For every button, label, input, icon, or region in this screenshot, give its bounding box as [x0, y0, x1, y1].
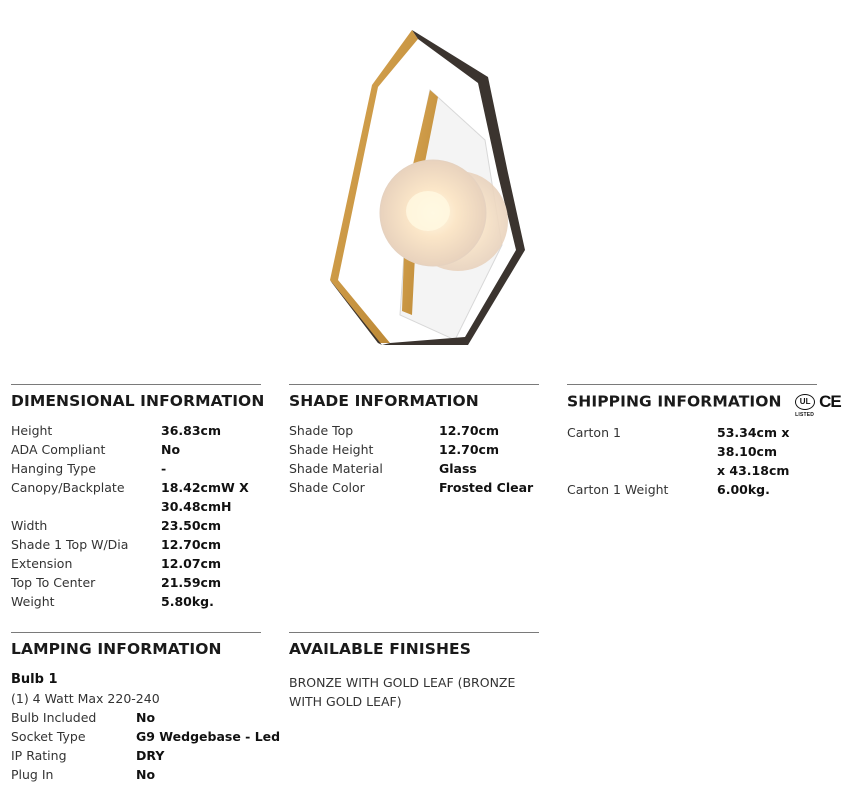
spec-row — [11, 727, 280, 746]
shipping-title — [567, 392, 849, 418]
spec-row — [11, 478, 264, 516]
spec-label: Shade Material — [289, 461, 383, 476]
spec-label: Shade Height — [289, 442, 374, 457]
spec-value-line: Frosted Clear — [439, 480, 534, 495]
spec-row — [567, 423, 849, 480]
spec-value-line: 12.70cm — [439, 423, 499, 438]
spec-label: Top To Center — [11, 575, 96, 590]
spec-value — [717, 423, 849, 480]
dimensional-section — [11, 384, 264, 611]
spec-row — [289, 440, 539, 459]
section-divider — [567, 384, 817, 385]
spec-value-line: 53.34cm x 38.10cm — [717, 425, 790, 459]
spec-value — [136, 746, 164, 765]
spec-row — [11, 554, 264, 573]
spec-label: Shade Top — [289, 423, 354, 438]
spec-value — [161, 440, 180, 459]
spec-row — [11, 765, 280, 784]
spec-label: Extension — [11, 556, 73, 571]
spec-label: IP Rating — [11, 748, 67, 763]
spec-value — [161, 592, 214, 611]
spec-value-line: No — [136, 767, 156, 782]
spec-value-line: 18.42cmW X — [161, 480, 249, 495]
bulb-description: (1) 4 Watt Max 220-240 — [11, 691, 160, 706]
spec-value-line: - — [161, 461, 167, 476]
spec-row — [11, 592, 264, 611]
spec-row — [567, 480, 849, 499]
spec-label: Width — [11, 518, 48, 533]
spec-row — [11, 708, 280, 727]
spec-row — [11, 746, 280, 765]
spec-value — [161, 478, 249, 516]
shipping-section — [567, 384, 849, 499]
spec-row — [289, 459, 539, 478]
spec-value-line: 12.07cm — [161, 556, 221, 571]
spec-label: Height — [11, 423, 53, 438]
certification-marks — [795, 392, 841, 418]
ul-listed-icon — [795, 394, 815, 418]
spec-value — [439, 478, 533, 497]
spec-row — [11, 421, 264, 440]
spec-value-line: 30.48cmH — [161, 499, 232, 514]
spec-row — [289, 421, 539, 440]
ce-mark-icon: CE — [819, 392, 841, 411]
product-image — [320, 25, 540, 355]
spec-value-line: DRY — [136, 748, 165, 763]
spec-value — [161, 421, 221, 440]
spec-label: Carton 1 — [567, 425, 621, 440]
spec-label: ADA Compliant — [11, 442, 106, 457]
dimensional-title: DIMENSIONAL INFORMATION — [11, 392, 265, 410]
spec-value — [136, 727, 280, 746]
spec-value-line: 21.59cm — [161, 575, 221, 590]
shipping-title-text: SHIPPING INFORMATION — [567, 392, 782, 411]
spec-label: Weight — [11, 594, 55, 609]
spec-value — [161, 459, 166, 478]
spec-label: Socket Type — [11, 729, 86, 744]
spec-value — [161, 573, 221, 592]
spec-row — [11, 535, 264, 554]
ul-text: UL — [799, 397, 811, 406]
spec-label: Plug In — [11, 767, 54, 782]
spec-label: Bulb Included — [11, 710, 97, 725]
spec-value-line: x 43.18cm — [717, 463, 790, 478]
spec-value — [439, 421, 499, 440]
spec-value-line: 12.70cm — [439, 442, 499, 457]
spec-row — [11, 440, 264, 459]
spec-value-line: 12.70cm — [161, 537, 221, 552]
spec-value — [136, 708, 155, 727]
spec-value-line: No — [136, 710, 156, 725]
finish-option: BRONZE WITH GOLD LEAF (BRONZE WITH GOLD LEAF) — [289, 675, 516, 709]
spec-label: Hanging Type — [11, 461, 96, 476]
spec-row — [11, 459, 264, 478]
lamping-section — [11, 632, 280, 784]
spec-label: Shade Color — [289, 480, 365, 495]
spec-label: Canopy/Backplate — [11, 480, 125, 495]
finishes-section — [289, 632, 541, 711]
spec-label: Carton 1 Weight — [567, 482, 669, 497]
spec-row — [289, 478, 539, 497]
spec-value-line: No — [161, 442, 181, 457]
spec-row — [11, 573, 264, 592]
spec-value — [161, 554, 221, 573]
shade-section — [289, 384, 539, 497]
spec-value — [717, 480, 770, 499]
spec-row — [11, 516, 264, 535]
spec-label: Shade 1 Top W/Dia — [11, 537, 129, 552]
spec-value — [161, 535, 221, 554]
spec-value-line: 6.00kg. — [717, 482, 770, 497]
section-divider — [289, 384, 539, 385]
spec-value-line: 36.83cm — [161, 423, 221, 438]
lamping-title: LAMPING INFORMATION — [11, 640, 222, 658]
section-divider — [11, 632, 261, 633]
spec-value — [161, 516, 221, 535]
spec-value-line: 5.80kg. — [161, 594, 214, 609]
spec-value-line: Glass — [439, 461, 477, 476]
spec-value — [439, 440, 499, 459]
ul-listed-text: LISTED — [795, 412, 815, 418]
spec-value-line: 23.50cm — [161, 518, 221, 533]
finishes-title: AVAILABLE FINISHES — [289, 640, 471, 658]
spec-value-line: G9 Wedgebase - Led — [136, 729, 281, 744]
wall-sconce-illustration — [320, 25, 540, 355]
section-divider — [289, 632, 539, 633]
spec-value — [136, 765, 155, 784]
shade-title: SHADE INFORMATION — [289, 392, 479, 410]
spec-value — [439, 459, 477, 478]
bulb-title: Bulb 1 — [11, 672, 58, 687]
section-divider — [11, 384, 261, 385]
